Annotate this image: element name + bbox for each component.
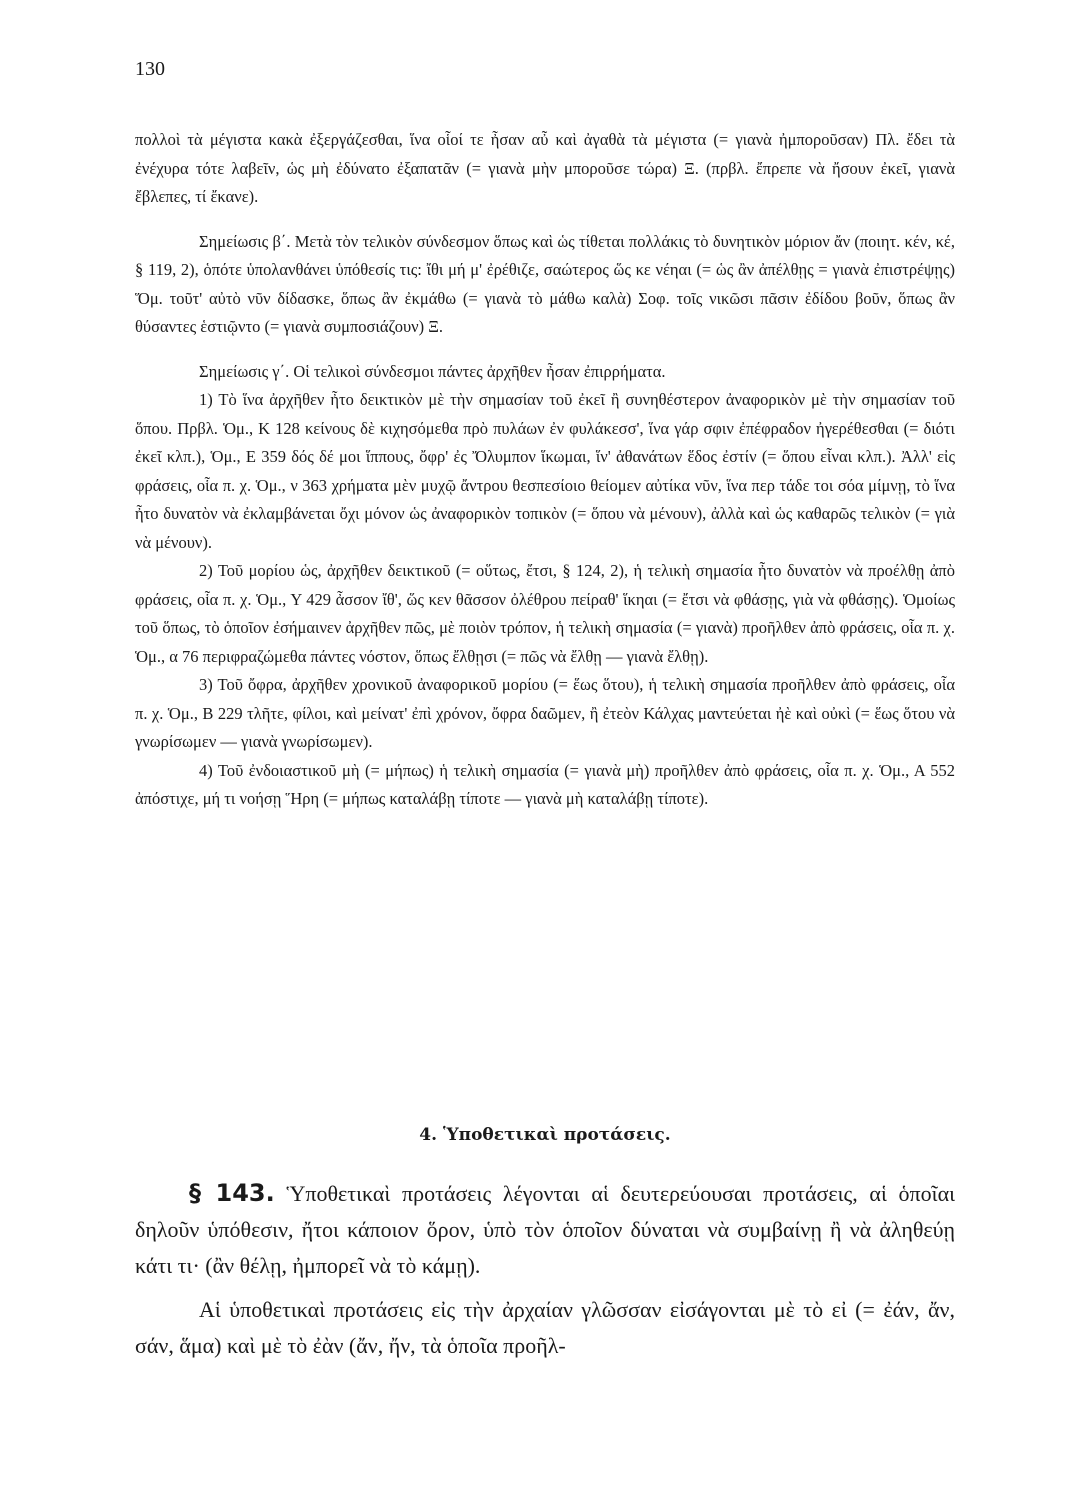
body-text-lower bbox=[135, 1175, 955, 1364]
paragraph-continuation: πολλοὶ τὰ μέγιστα κακὰ ἐξεργάζεσθαι, ἵνα οἷοί τε ἦσαν αὖ καὶ ἀγαθὰ τὰ μέγιστα (= γιανὰ ἠμποροῦσαν) Πλ. ἔδει τὰ ἐνέχυρα τότε λαβεῖν, ὡς μὴ ἐδύνατο ἐξαπατᾶν (= γιανὰ μὴν μποροῦσε τώρα) Ξ. (πρβλ. ἔπρεπε νὰ ἤσουν ἐκεῖ, γιανὰ ἔβλεπες, τί ἔκανε). bbox=[135, 130, 955, 206]
paragraph-section-143-text: Ὑποθετικαὶ προτάσεις λέγονται αἱ δευτερεύουσαι προτάσεις, αἱ ὁποῖαι δηλοῦν ὑπόθεσιν, ἤτοι κάποιον ὅρον, ὑπὸ τὸν ὁποῖον δύναται νὰ συμβαίνῃ ἢ νὰ ἀληθεύῃ κάτι τι· (ἂν θέλῃ, ἠμπορεῖ νὰ τὸ κάμῃ). bbox=[135, 1181, 956, 1278]
section-heading: 4. Ὑποθετικαὶ προτάσεις. bbox=[419, 1125, 671, 1145]
body-text-upper bbox=[135, 126, 955, 814]
paragraph-item-4: 4) Τοῦ ἐνδοιαστικοῦ μὴ (= μήπως) ἡ τελικὴ σημασία (= γιανὰ μὴ) προῆλθεν ἀπὸ φράσεις, οἷα π. χ. Ὁμ., Α 552 ἀπόστιχε, μή τι νοήσῃ Ἥρη (= μήπως καταλάβῃ τίποτε — γιανὰ μὴ καταλάβῃ τίποτε). bbox=[135, 760, 955, 808]
paragraph-section-143 bbox=[135, 1175, 955, 1284]
section-number: § 143. bbox=[189, 1179, 275, 1207]
page-number: 130 bbox=[135, 58, 165, 80]
paragraph-note-gamma: Σημείωσις γ΄. Οἱ τελικοὶ σύνδεσμοι πάντες ἀρχῆθεν ἦσαν ἐπιρρήματα. bbox=[199, 361, 666, 381]
paragraph-item-3: 3) Τοῦ ὄφρα, ἀρχῆθεν χρονικοῦ ἀναφορικοῦ μορίου (= ἕως ὅτου), ἡ τελικὴ σημασία προῆλθεν ἀπὸ φράσεις, οἷα π. χ. Ὁμ., Β 229 τλῆτε, φίλοι, καὶ μείνατ' ἐπὶ χρόνον, ὄφρα δαῶμεν, ἢ ἐτεὸν Κάλχας μαντεύεται ἠὲ καὶ οὐκὶ (= ἕως ὅτου νὰ γνωρίσωμεν — γιανὰ γνωρίσωμεν). bbox=[135, 675, 955, 751]
paragraph-note-beta: Σημείωσις β΄. Μετὰ τὸν τελικὸν σύνδεσμον ὅπως καὶ ὡς τίθεται πολλάκις τὸ δυνητικὸν μόριον ἄν (ποιητ. κέν, κέ, § 119, 2), ὁπότε ὑπολανθάνει ὑπόθεσίς τις: ἴθι μή μ' ἐρέθιζε, σαώτερος ὥς κε νέηαι (= ὡς ἂν ἀπέλθῃς = γιανὰ ἐπιστρέψῃς) Ὅμ. τοῦτ' αὐτὸ νῦν δίδασκε, ὅπως ἂν ἐκμάθω (= γιανὰ τὸ μάθω καλὰ) Σοφ. τοῖς νικῶσι πᾶσιν ἐδίδου βοῦν, ὅπως ἂν θύσαντες ἑστιῷντο (= γιανὰ συμποσιάζουν) Ξ. bbox=[135, 231, 955, 336]
paragraph-item-1: 1) Τὸ ἵνα ἀρχῆθεν ἦτο δεικτικὸν μὲ τὴν σημασίαν τοῦ ἐκεῖ ἢ συνηθέστερον ἀναφορικὸν μὲ τὴν σημασίαν τοῦ ὅπου. Πρβλ. Ὁμ., Κ 128 κείνους δὲ κιχησόμεθα πρὸ πυλάων ἐν φυλάκεσσ', ἵνα γάρ σφιν ἐπέφραδον ἠγερέθεσθαι (= διότι ἐκεῖ κλπ.), Ὁμ., Ε 359 δός δέ μοι ἵππους, ὄφρ' ἐς Ὄλυμπον ἵκωμαι, ἵν' ἀθανάτων ἕδος ἐστίν (= ὅπου εἶναι κλπ.). Ἀλλ' εἰς φράσεις, οἷα π. χ. Ὁμ., ν 363 χρήματα μὲν μυχῷ ἄντρου θεσπεσίοιο θείομεν αὐτίκα νῦν, ἵνα περ τάδε τοι σόα μίμνῃ, τὸ ἵνα ἦτο δυνατὸν νὰ ἐκλαμβάνεται ὄχι μόνον ὡς ἀναφορικὸν τοπικὸν (= ὅπου νὰ μένουν), ἀλλὰ καὶ ὡς καθαρῶς τελικὸν (= γιὰ νὰ μένουν). bbox=[135, 390, 955, 552]
paragraph-item-2: 2) Τοῦ μορίου ὡς, ἀρχῆθεν δεικτικοῦ (= οὕτως, ἔτσι, § 124, 2), ἡ τελικὴ σημασία ἦτο δυνατὸν νὰ προέλθῃ ἀπὸ φράσεις, οἷα π. χ. Ὁμ., Υ 429 ἆσσον ἴθ', ὥς κεν θᾶσσον ὀλέθρου πείραθ' ἵκηαι (= ἔτσι νὰ φθάσῃς, γιὰ νὰ φθάσῃς). Ὁμοίως τοῦ ὅπως, τὸ ὁποῖον ἐσήμαινεν ἀρχῆθεν πῶς, μὲ ποιὸν τρόπον, ἡ τελικὴ σημασία (= γιανὰ) προῆλθεν ἀπὸ φράσεις, οἷα π. χ. Ὁμ., α 76 περιφραζώμεθα πάντες νόστον, ὅπως ἔλθῃσι (= πῶς νὰ ἔλθῃ — γιανὰ ἔλθῃ). bbox=[135, 561, 955, 666]
paragraph-section-143-second: Αἱ ὑποθετικαὶ προτάσεις εἰς τὴν ἀρχαίαν γλῶσσαν εἰσάγονται μὲ τὸ εἰ (= ἐάν, ἄν, σάν, ἅμα) καὶ μὲ τὸ ἐὰν (ἄν, ἤν, τὰ ὁποῖα προῆλ- bbox=[135, 1297, 955, 1358]
